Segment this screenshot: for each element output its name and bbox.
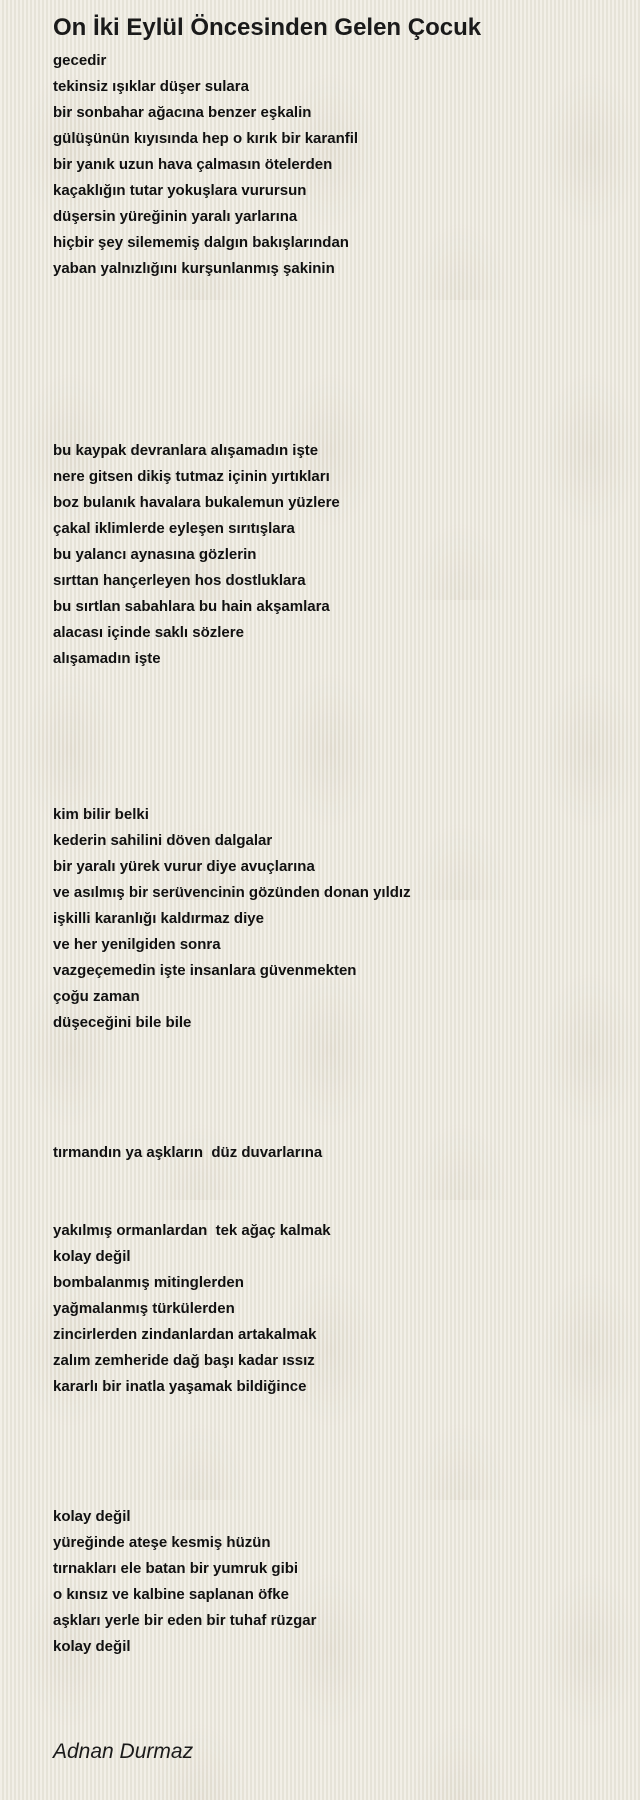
poem-stanza-gap [53, 360, 623, 386]
poem-line: kolay değil [53, 1638, 131, 1655]
poem-line: düşeceğini bile bile [53, 1014, 192, 1031]
poem-body [53, 48, 623, 1660]
poem-line: yaban yalnızlığını kurşunlanmış şakinin [53, 260, 335, 277]
poem-stanza-gap [53, 1062, 623, 1088]
poem-stanza-gap [53, 412, 623, 438]
poem-line: yüreğinde ateşe kesmiş hüzün [53, 1534, 271, 1551]
poem-line: gülüşünün kıyısında hep o kırık bir karanfil [53, 130, 359, 147]
poem-stanza-gap [53, 386, 623, 412]
poem-stanza-gap [53, 1452, 623, 1478]
poem-stanza-gap [53, 1426, 623, 1452]
poem-line: düşersin yüreğinin yaralı yarlarına [53, 208, 298, 225]
poem-line: bir yanık uzun hava çalmasın ötelerden [53, 156, 333, 173]
poem-line: ve asılmış bir serüvencinin gözünden donan yıldız [53, 884, 411, 901]
poem-stanza-gap [53, 1114, 623, 1140]
poem-stanza-gap [53, 724, 623, 750]
poem-line: ve her yenilgiden sonra [53, 936, 221, 953]
poem-line: bombalanmış mitinglerden [53, 1274, 244, 1291]
poem-line: sırttan hançerleyen hos dostluklara [53, 572, 306, 589]
poem-line: bu kaypak devranlara alışamadın işte [53, 442, 319, 459]
poem-line: bu yalancı aynasına gözlerin [53, 546, 257, 563]
poem-author[interactable]: Adnan Durmaz [53, 1740, 194, 1763]
poem-line: bu sırtlan sabahlara bu hain akşamlara [53, 598, 330, 615]
poem-line: hiçbir şey silememiş dalgın bakışlarından [53, 234, 349, 251]
poem-stanza-gap [53, 750, 623, 776]
poem-line: tırmandın ya aşkların düz duvarlarına [53, 1144, 323, 1161]
poem-title: On İki Eylül Öncesinden Gelen Çocuk [53, 14, 482, 41]
poem-line: bir yaralı yürek vurur diye avuçlarına [53, 858, 315, 875]
poem-line: yakılmış ormanlardan tek ağaç kalmak [53, 1222, 331, 1239]
poem-container [53, 10, 623, 1660]
poem-line: işkilli karanlığı kaldırmaz diye [53, 910, 264, 927]
poem-line: zincirlerden zindanlardan artakalmak [53, 1326, 317, 1343]
poem-line: kaçaklığın tutar yokuşlara vurursun [53, 182, 307, 199]
poem-line: gecedir [53, 52, 107, 69]
poem-line: boz bulanık havalara bukalemun yüzlere [53, 494, 340, 511]
poem-line: kederin sahilini döven dalgalar [53, 832, 273, 849]
poem-line: çoğu zaman [53, 988, 140, 1005]
poem-line: yağmalanmış türkülerden [53, 1300, 235, 1317]
poem-stanza-gap [53, 1036, 623, 1062]
poem-line: alışamadın işte [53, 650, 161, 667]
poem-line: kim bilir belki [53, 806, 149, 823]
poem-stanza-gap [53, 1192, 623, 1218]
poem-line: tırnakları ele batan bir yumruk gibi [53, 1560, 299, 1577]
poem-line: zalım zemheride dağ başı kadar ıssız [53, 1352, 315, 1369]
poem-stanza-gap [53, 698, 623, 724]
poem-line: nere gitsen dikiş tutmaz içinin yırtıkları [53, 468, 330, 485]
poem-line: bir sonbahar ağacına benzer eşkalin [53, 104, 312, 121]
poem-line: tekinsiz ışıklar düşer sulara [53, 78, 249, 95]
poem-stanza-gap [53, 1478, 623, 1504]
poem-line: çakal iklimlerde eyleşen sırıtışlara [53, 520, 295, 537]
poem-line: aşkları yerle bir eden bir tuhaf rüzgar [53, 1612, 317, 1629]
poem-line: alacası içinde saklı sözlere [53, 624, 244, 641]
poem-stanza-gap [53, 1166, 623, 1192]
poem-line: kolay değil [53, 1248, 131, 1265]
poem-line: kararlı bir inatla yaşamak bildiğince [53, 1378, 307, 1395]
poem-stanza-gap [53, 1400, 623, 1426]
poem-stanza-gap [53, 776, 623, 802]
poem-stanza-gap [53, 282, 623, 308]
poem-stanza-gap [53, 672, 623, 698]
poem-stanza-gap [53, 334, 623, 360]
poem-line: o kınsız ve kalbine saplanan öfke [53, 1586, 289, 1603]
poem-stanza-gap [53, 1088, 623, 1114]
poem-stanza-gap [53, 308, 623, 334]
poem-line: vazgeçemedin işte insanlara güvenmekten [53, 962, 357, 979]
poem-line: kolay değil [53, 1508, 131, 1525]
